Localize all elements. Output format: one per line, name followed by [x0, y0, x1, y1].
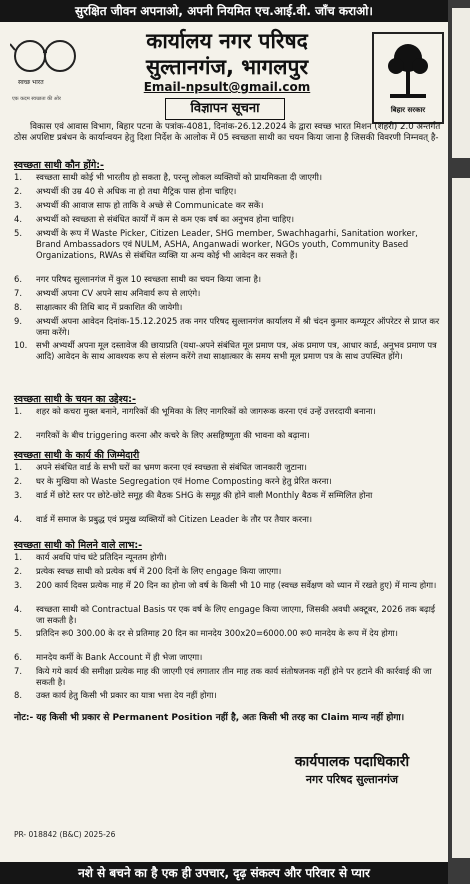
office-title: कार्यालय नगर परिषद [146, 29, 308, 53]
note-text: नोट:- यह किसी भी प्रकार से Permanent Position नहीं है, अतः किसी भी तरह का Claim मान्य नहीं होगा। [14, 713, 405, 723]
item-number: 4. [14, 214, 22, 224]
list-item [14, 200, 444, 211]
notice-title: विज्ञापन सूचना [165, 98, 285, 120]
adjacent-sheet [452, 178, 470, 858]
item-text: प्रत्येक स्वच्छ साथी को प्रत्येक वर्ष में 200 दिनों के लिए engage किया जाएगा। [36, 566, 282, 576]
list-item [14, 186, 444, 197]
list-item [14, 580, 444, 591]
item-text: वार्ड में छोटे स्तर पर छोटे-छोटे समूह की बैठक SHG के समूह की होने वाली Monthly बैठक में सम्मिलित होना [36, 490, 373, 500]
item-text: नगर परिषद सुल्तानगंज में कुल 10 स्वच्छता साथी का चयन किया जाना है। [36, 274, 262, 284]
list-item [14, 274, 444, 285]
item-number: 1. [14, 462, 22, 472]
list-item [14, 552, 444, 563]
item-text: किये गये कार्य की समीक्षा प्रत्येक माह की जाएगी एवं लगातार तीन माह तक कार्य संतोषजनक नहीं होने पर हटाने की कार्रवाई की जा सकती है। [36, 666, 432, 687]
item-text: अभ्यर्थी के रूप में Waste Picker, Citizen Leader, SHG member, Swachhagarhi, Sanitation worker, Brand Ambassadors एवं NULM, ASHA, Anganwadi worker, NGOs youth, Community Based Organizations, RWAs से संबंधित व्यक्ति या अन्य कोई भी आवेदन कर सकते हैं। [36, 228, 418, 260]
left-logo-caption: स्वच्छ भारत [18, 79, 44, 86]
item-number: 8. [14, 302, 22, 312]
list-item [14, 316, 444, 338]
list-item [14, 302, 444, 313]
item-number: 2. [14, 430, 22, 440]
list-item [14, 690, 444, 701]
section-duties-heading: स्वच्छता साथी के कार्य की जिम्मेदारी [14, 450, 140, 461]
left-logo-tagline: एक कदम स्वच्छता की ओर [12, 96, 61, 102]
item-number: 6. [14, 652, 22, 662]
item-text: अभ्यर्थी अपना CV अपने साथ अनिवार्य रूप से लाएंगे। [36, 288, 201, 298]
item-number: 3. [14, 200, 22, 210]
item-text: घर के मुखिया को Waste Segregation एवं Home Composting करने हेतु प्रेरित करना। [36, 476, 332, 486]
bodhi-tree-icon [386, 40, 430, 100]
item-number: 8. [14, 690, 22, 700]
intro-paragraph: विकास एवं आवास विभाग, बिहार पटना के पत्रांक-4081, दिनांक-26.12.2024 के द्वारा स्वच्छ भारत मिशन (शहरी) 2.0 अन्तर्गत ठोस अपशिष्ट प्रबंधन के कार्यान्वयन हेतु दिशा निर्देश के आलोक में 05 स्वच्छता साथी का चयन किया जाना है जिसकी विवरणी निम्नवत् है- [14, 122, 441, 143]
item-number: 1. [14, 552, 22, 562]
section-benefits-heading: स्वच्छता साथी को मिलने वाले लाभ:- [14, 540, 143, 551]
section-purpose-heading: स्वच्छता साथी के चयन का उद्देश्य:- [14, 394, 136, 405]
item-number: 2. [14, 566, 22, 576]
signatory-office: नगर परिषद सुल्तानगंज [305, 773, 399, 786]
list-item [14, 604, 444, 626]
item-number: 2. [14, 186, 22, 196]
item-text: अभ्यर्थी की आवाज साफ हो ताकि वे अच्छे से Communicate कर सकें। [36, 200, 264, 210]
list-item [14, 228, 444, 260]
glasses-icon [10, 34, 80, 78]
list-item [14, 490, 444, 501]
item-number: 2. [14, 476, 22, 486]
list-item [14, 476, 444, 487]
section-who-heading: स्वच्छता साथी कौन होंगे:- [14, 160, 104, 171]
item-number: 5. [14, 228, 22, 238]
item-number: 3. [14, 580, 22, 590]
list-item [14, 430, 444, 441]
item-text: वार्ड में समाज के प्रबुद्ध एवं प्रमुख व्यक्तियों को Citizen Leader के तौर पर तैयार करना। [36, 514, 313, 524]
list-item [14, 652, 444, 663]
list-item [14, 462, 444, 473]
adjacent-page-edge [448, 0, 470, 884]
item-text: कार्य अवधि पांच घंटे प्रतिदिन न्यूनतम होगी। [36, 552, 167, 562]
signatory-designation: कार्यपालक पदाधिकारी [294, 754, 410, 770]
item-text: प्रतिदिन रू0 300.00 के दर से प्रतिमाह 20 दिन का मानदेय 300x20=6000.00 रू0 मानदेय के रूप में देय होगा। [36, 628, 398, 638]
item-number: 7. [14, 666, 22, 676]
item-text: शहर को कचरा मुक्त बनाने, नागरिकों की भूमिका के लिए नागरिकों को जागरूक करना एवं उन्हें उत्तरदायी बनाना। [36, 406, 376, 416]
item-text: साक्षात्कार की तिथि बाद में प्रकाशित की जायेगी। [36, 302, 183, 312]
list-item [14, 288, 444, 299]
item-number: 7. [14, 288, 22, 298]
item-number: 4. [14, 514, 22, 524]
item-number: 3. [14, 490, 22, 500]
item-number: 4. [14, 604, 22, 614]
notice-page [0, 22, 448, 862]
item-text: मानदेय कर्मी के Bank Account में ही भेजा जाएगा। [36, 652, 203, 662]
pr-code: PR- 018842 (B&C) 2025-26 [14, 830, 116, 839]
item-text: सभी अभ्यर्थी अपना मूल दस्तावेज की छायाप्रति (यथा-अपने संबंधित मूल प्रमाण पत्र, अंक प्रमाण पत्र, आधार कार्ड, अनुभव प्रमाण पत्र आदि) आवेदन के साथ आवश्यक रूप से संलग्न करेंगे तथा साक्षात्कार के समय सभी मूल प्रमाण पत्र के साथ उपस्थित होंगे। [36, 340, 437, 361]
item-text: अभ्यर्थी अपना आवेदन दिनांक-15.12.2025 तक नगर परिषद सुल्तानगंज कार्यालय में श्री चंदन कुमार कम्प्यूटर ऑपरेटर से प्राप्त कर जमा करेंगे। [36, 316, 440, 337]
emblem-caption: बिहार सरकार [390, 106, 426, 114]
item-number: 10. [14, 340, 28, 350]
office-location: सुल्तानगंज, भागलपुर [145, 55, 309, 79]
item-text: नगरिकों के बीच triggering करना और कचरे के लिए असहिष्णुता की भावना को बढ़ाना। [36, 430, 310, 440]
list-item [14, 628, 444, 639]
bihar-govt-emblem [372, 32, 444, 124]
item-number: 1. [14, 406, 22, 416]
item-number: 6. [14, 274, 22, 284]
item-text: स्वच्छता साथी को Contractual Basis पर एक वर्ष के लिए engage किया जाएगा, जिसकी अवधी अक्टूबर, 2026 तक बढ़ाई जा सकती है। [36, 604, 435, 625]
top-slogan-banner: सुरक्षित जीवन अपनाओ, अपनी नियमित एच.आई.वी. जाँच कराओ। [0, 0, 448, 22]
list-item [14, 566, 444, 577]
list-item [14, 214, 444, 225]
bottom-slogan-banner: नशे से बचने का है एक ही उपचार, दृढ़ संकल्प और परिवार से प्यार [0, 862, 448, 884]
office-email: Email-npsult@gmail.com [143, 80, 311, 94]
item-text: अपने संबंधित वार्ड के सभी घरों का भ्रमण करना एवं स्वच्छता से संबंधित जानकारी जुटाना। [36, 462, 307, 472]
adjacent-sheet [452, 8, 470, 158]
item-number: 9. [14, 316, 22, 326]
list-item [14, 340, 444, 362]
item-number: 1. [14, 172, 22, 182]
list-item [14, 666, 444, 688]
list-item [14, 514, 444, 525]
item-text: अभ्यर्थी को स्वच्छता से संबंधित कार्यों में कम से कम एक वर्ष का अनुभव होना चाहिए। [36, 214, 295, 224]
item-text: अभ्यर्थी की उम्र 40 से अधिक ना हो तथा मैट्रिक पास होना चाहिए। [36, 186, 237, 196]
item-number: 5. [14, 628, 22, 638]
item-text: स्वच्छता साथी कोई भी भारतीय हो सकता है, परन्तु लोकल व्यक्तियों को प्राथमिकता दी जाएगी। [36, 172, 323, 182]
item-text: 200 कार्य दिवस प्रत्येक माह में 20 दिन का होना जो वर्ष के किसी भी 10 माह (स्वच्छ सर्वेक्षण को ध्यान में रखते हुए) में मान्य होगा। [36, 580, 437, 590]
item-text: उक्त कार्य हेतु किसी भी प्रकार का यात्रा भत्ता देय नहीं होगा। [36, 690, 217, 700]
swachh-bharat-logo [10, 34, 80, 112]
list-item [14, 172, 444, 183]
list-item [14, 406, 444, 417]
